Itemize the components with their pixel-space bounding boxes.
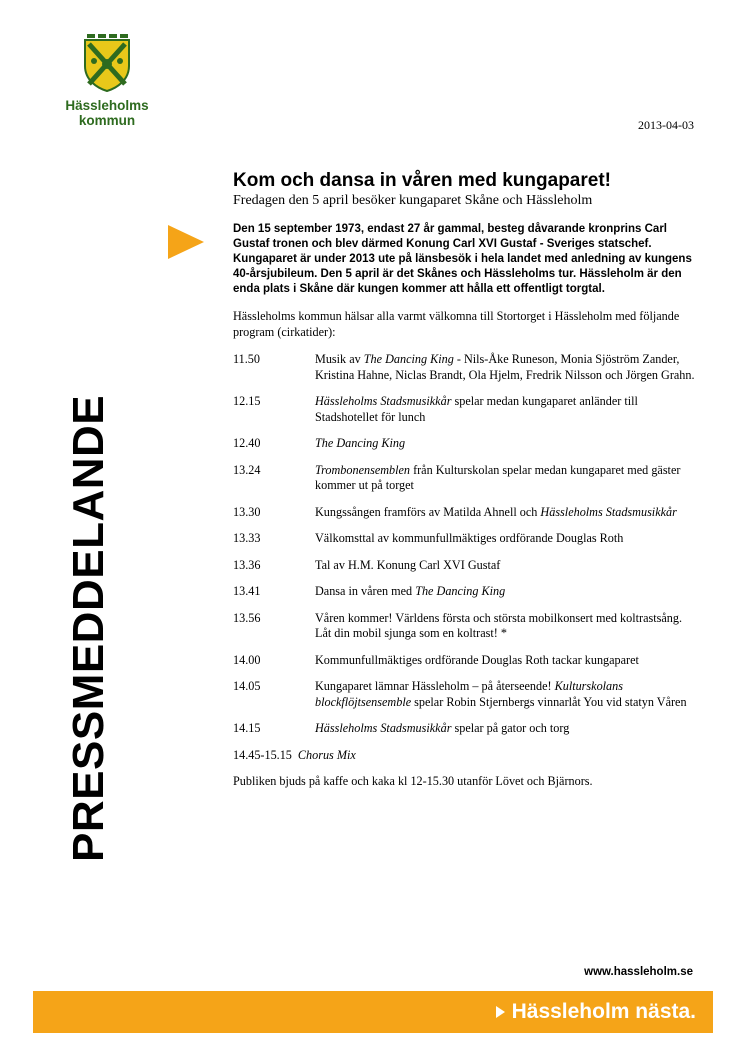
program-text: Kungssången framförs av Matilda Ahnell och [315,504,541,519]
program-text: Våren kommer! Världens första och största mobilkonsert med koltrastsång. Låt din mobil sjunga som en koltrast! * [315,610,683,640]
program-description [315,436,698,452]
program-text: Kulturskolans blockflöjtsensemble [315,679,623,709]
program-description [315,584,698,600]
program-time: 12.40 [233,436,261,450]
program-text: Dansa in våren med [315,584,416,598]
program-text: Kommunfullmäktiges ordförande Douglas Roth tackar kungaparet [315,652,639,667]
program-text: Välkomsttal av kommunfullmäktiges ordförande Douglas Roth [315,531,624,545]
program-time: 13.56 [233,610,261,625]
program-item [233,352,698,383]
program-item [233,394,698,425]
program-text: The Dancing King [363,352,454,366]
article-lead: Den 15 september 1973, endast 27 år gammal, besteg dåvarande kronprins Carl Gustaf tronen och blev därmed Konung Carl XVI Gustaf - Sveriges statschef. Kungaparet är under 2013 ute på länsbesök i hela landet med anledning av kungens 40-årsjubileum. Den 5 april är det Skånes och Hässleholms tur. Hässleholm är den enda plats i Skåne där kungen kommer att hålla ett offentligt torgtal. [233,223,692,295]
program-text: Musik av [315,352,364,366]
program-time: 14.00 [233,652,261,667]
program-description [298,748,698,764]
program-text: Hässleholms Stadsmusikkår [540,504,677,519]
program-text: från Kulturskolan spelar medan kungaparet med gäster kommer ut på torget [315,462,681,492]
program-text: - Nils-Åke Runeson, Monia Sjöström Zander, Kristina Hahne, Niclas Brandt, Ola Hjelm, Fredrik Nilsson och Jörgen Grahn. [315,352,695,382]
program-description [315,352,698,383]
program-list [233,352,698,763]
program-item [233,721,698,737]
program-text: Trombonensemblen [315,462,411,477]
slogan [496,999,696,1025]
program-text: Chorus Mix [297,747,356,762]
program-time: 11.50 [233,352,260,366]
side-label: PRESSMEDDELANDE [64,394,113,862]
program-item [233,679,698,710]
play-arrow-icon [496,1006,505,1018]
program-description [315,394,698,425]
program-time: 13.30 [233,504,261,519]
program-text: Hässleholms Stadsmusikkår [315,394,452,408]
website-link[interactable]: www.hassleholm.se [584,966,693,978]
program-text: The Dancing King [315,436,406,450]
program-description [315,505,698,521]
program-time: 13.24 [233,462,261,477]
program-item [233,436,698,452]
program-item [233,748,698,764]
program-time: 13.36 [233,557,261,572]
program-item [233,653,698,669]
program-description [315,463,698,494]
program-item [233,505,698,521]
program-text: The Dancing King [415,584,506,598]
program-text: spelar Robin Stjernbergs vinnarlåt You vid statyn Våren [411,694,687,709]
program-text: Tal av H.M. Konung Carl XVI Gustaf [315,557,501,572]
program-item [233,558,698,574]
program-description [315,653,698,669]
coat-of-arms-icon [81,30,133,92]
program-text: Hässleholms Stadsmusikkår [315,721,452,735]
article-closing: Publiken bjuds på kaffe och kaka kl 12-15.30 utanför Lövet och Bjärnors. [233,774,593,788]
program-description [315,679,698,710]
orange-arrow-icon [168,225,204,259]
program-item [233,531,698,547]
program-description [315,558,698,574]
program-item [233,584,698,600]
slogan-text: Hässleholm nästa. [511,1000,696,1023]
article [233,170,698,790]
program-item [233,611,698,642]
press-release-date: 2013-04-03 [638,118,694,132]
program-description [315,721,698,737]
program-text: spelar medan kungaparet anländer till Stadshotellet för lunch [315,394,638,424]
program-time: 14.45-15.15 [233,747,292,762]
program-time: 12.15 [233,394,261,408]
program-time: 14.05 [233,679,261,693]
article-title: Kom och dansa in våren med kungaparet! [233,170,611,191]
article-subtitle: Fredagen den 5 april besöker kungaparet Skåne och Hässleholm [233,193,593,208]
municipality-logo [52,30,162,128]
program-time: 13.41 [233,584,261,598]
program-text: spelar på gator och torg [451,721,570,735]
program-time: 13.33 [233,531,261,545]
program-description [315,611,698,642]
logo-text-line2: kommun [78,113,136,128]
article-intro: Hässleholms kommun hälsar alla varmt välkomna till Stortorget i Hässleholm med följande program (cirkatider): [233,309,680,339]
program-description [315,531,698,547]
program-text: Kungaparet lämnar Hässleholm – på återseende! [315,679,555,693]
footer-banner [33,991,713,1033]
logo-text-line1: Hässleholms [65,98,149,113]
program-item [233,463,698,494]
program-time: 14.15 [233,721,261,735]
